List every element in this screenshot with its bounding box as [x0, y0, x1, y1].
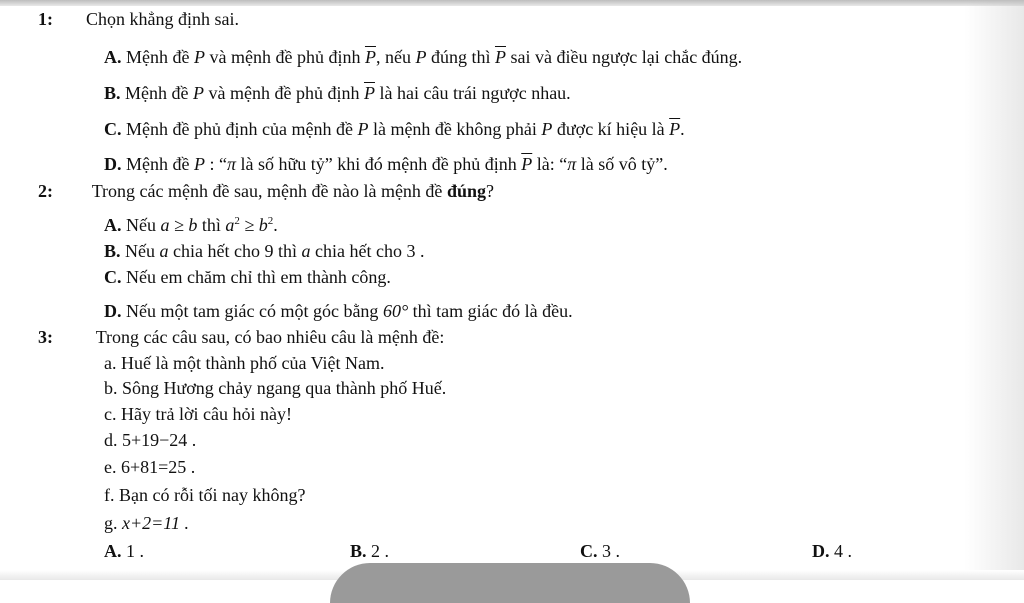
math-negation: $\overline{P}$	[494, 47, 506, 67]
q1-option-d[interactable]	[104, 153, 668, 175]
option-text: .	[680, 119, 685, 139]
scroll-handle[interactable]	[330, 563, 690, 603]
question-emphasis: đúng	[446, 181, 486, 201]
math-pi: π	[226, 154, 237, 174]
option-text: Mệnh đề	[125, 83, 189, 103]
math-negation: $\overline{P}$	[669, 119, 681, 139]
statement-item	[104, 352, 385, 374]
math-var: P	[541, 119, 553, 139]
item-label: f.	[104, 485, 115, 505]
option-text: sai và điều ngược lại chắc đúng.	[510, 47, 743, 67]
option-label: B.	[104, 241, 121, 261]
option-text: 4 .	[834, 541, 852, 561]
option-text: là mệnh đề không phải	[372, 119, 537, 139]
option-text: 1 .	[126, 541, 144, 561]
math-var: P	[193, 83, 204, 103]
exponent: 2	[234, 215, 240, 227]
math-var: P	[193, 154, 205, 174]
question-number: 1:	[38, 9, 53, 29]
option-text: là hai câu trái ngược nhau.	[379, 83, 571, 103]
item-text: 5+19−24 .	[122, 430, 197, 450]
q2-option-c[interactable]	[104, 266, 391, 288]
item-text: 6+81=25 .	[121, 457, 196, 477]
option-text: đúng thì	[430, 47, 491, 67]
item-text: Bạn có rỗi tối nay không?	[119, 485, 306, 505]
option-text: Mệnh đề phủ định của mệnh đề	[126, 119, 353, 139]
answer-option-a[interactable]	[104, 540, 144, 562]
answer-option-d[interactable]	[812, 540, 852, 562]
option-text: Nếu em chăm chỉ thì em thành công.	[126, 267, 391, 287]
q1-option-c[interactable]	[104, 118, 685, 140]
option-label: D.	[812, 541, 830, 561]
math-var: P	[415, 47, 427, 67]
option-text: và mệnh đề phủ định	[208, 83, 360, 103]
question-number: 3:	[38, 327, 53, 347]
option-text: Nếu một tam giác có một góc bằng	[126, 301, 379, 321]
item-label: e.	[104, 457, 117, 477]
page-edge-shadow	[964, 0, 1024, 580]
item-label: a.	[104, 353, 117, 373]
option-text: : “	[209, 154, 227, 174]
question-number: 2:	[38, 181, 53, 201]
math-expr: a ≥ b	[160, 215, 198, 235]
q1-option-a[interactable]	[104, 46, 742, 68]
item-label: c.	[104, 404, 117, 424]
question-text: Chọn khẳng định sai.	[86, 9, 239, 29]
option-text: được kí hiệu là	[556, 119, 665, 139]
option-text: 3 .	[602, 541, 620, 561]
option-text: Nếu	[125, 241, 156, 261]
option-label: C.	[580, 541, 598, 561]
option-text: chia hết cho 9 thì	[173, 241, 297, 261]
option-text: là số hữu tỷ” khi đó mệnh đề phủ định	[240, 154, 517, 174]
top-header-strip	[0, 0, 1024, 6]
option-text: 2 .	[371, 541, 390, 561]
option-text: Mệnh đề	[126, 154, 190, 174]
math-negation: $\overline{P}$	[521, 154, 533, 174]
statement-item	[104, 377, 446, 399]
math-var: P	[193, 47, 205, 67]
option-text: Mệnh đề	[126, 47, 190, 67]
option-label: D.	[104, 301, 122, 321]
math-expr: a	[225, 215, 235, 235]
item-text: Hãy trả lời câu hỏi này!	[121, 404, 292, 424]
statement-item	[104, 484, 305, 506]
math-negation: $\overline{P}$	[363, 83, 375, 103]
option-text: chia hết cho 3 .	[314, 241, 425, 261]
math-expr: ≥ b	[239, 215, 268, 235]
q2-option-a[interactable]	[104, 210, 278, 236]
answer-option-c[interactable]	[580, 540, 620, 562]
math-var: a	[301, 241, 311, 261]
option-label: A.	[104, 215, 122, 235]
option-text: và mệnh đề phủ định	[209, 47, 361, 67]
option-label: C.	[104, 119, 122, 139]
item-label: g.	[104, 513, 118, 533]
q1-option-b[interactable]	[104, 82, 571, 104]
math-expr: 60°	[382, 301, 409, 321]
option-text: là: “	[536, 154, 568, 174]
item-label: b.	[104, 378, 118, 398]
option-text: thì tam giác đó là đều.	[412, 301, 573, 321]
option-label: B.	[104, 83, 121, 103]
q2-option-d[interactable]	[104, 300, 573, 322]
option-label: A.	[104, 47, 122, 67]
exponent: 2	[267, 215, 274, 227]
q2-option-b[interactable]	[104, 240, 424, 262]
option-text: thì	[201, 215, 221, 235]
option-label: A.	[104, 541, 122, 561]
statement-item	[104, 429, 196, 451]
math-negation: $\overline{P}$	[364, 47, 376, 67]
answer-option-b[interactable]	[350, 540, 389, 562]
question-text: Trong các câu sau, có bao nhiêu câu là mệnh đề:	[95, 327, 445, 347]
math-var: a	[159, 241, 169, 261]
option-label: B.	[350, 541, 367, 561]
math-pi: π	[567, 154, 577, 174]
item-label: d.	[104, 430, 118, 450]
question-text-end: ?	[485, 181, 494, 201]
math-var: P	[357, 119, 369, 139]
question-text: Trong các mệnh đề sau, mệnh đề nào là mệnh đề	[91, 181, 443, 201]
answer-choices	[0, 540, 1024, 564]
option-text: là số vô tỷ”.	[580, 154, 668, 174]
option-label: D.	[104, 154, 122, 174]
question-1-stem	[38, 8, 239, 30]
item-text: Huế là một thành phố của Việt Nam.	[121, 353, 385, 373]
item-text: x+2=11 .	[122, 513, 189, 533]
option-text: Nếu	[126, 215, 156, 235]
statement-item	[104, 456, 195, 478]
statement-item	[104, 512, 189, 534]
question-3-stem	[38, 326, 444, 348]
question-2-stem	[38, 180, 494, 202]
item-text: Sông Hương chảy ngang qua thành phố Huế.	[122, 378, 447, 398]
option-text: , nếu	[375, 47, 411, 67]
statement-item	[104, 403, 292, 425]
option-text: .	[273, 215, 278, 235]
option-label: C.	[104, 267, 122, 287]
